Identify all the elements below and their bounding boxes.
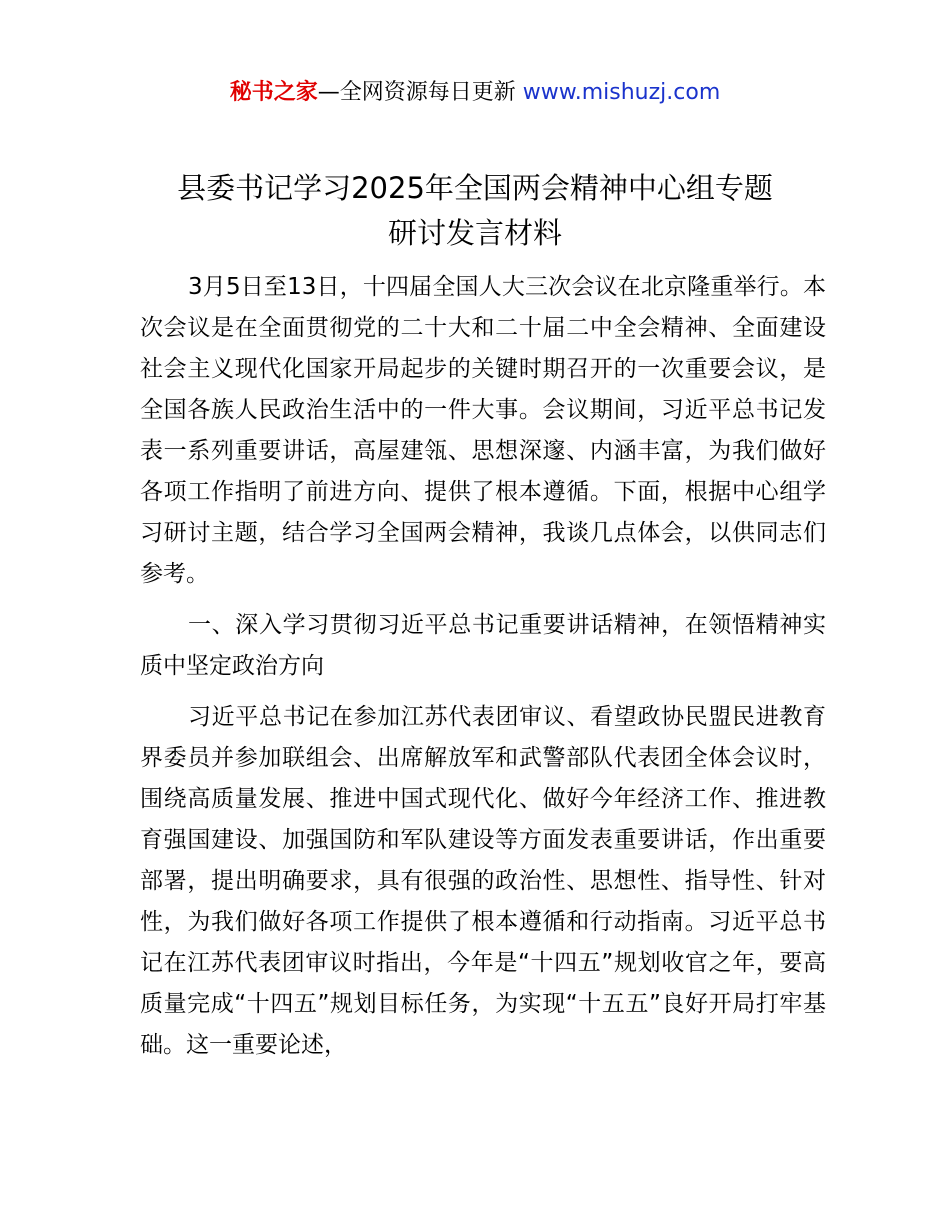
section-heading-1: 一、深入学习贯彻习近平总书记重要讲话精神，在领悟精神实质中坚定政治方向 — [140, 612, 826, 679]
intro-paragraph: 3月5日至13日，十四届全国人大三次会议在北京隆重举行。本次会议是在全面贯彻党的二十大和二十届二中全会精神、全面建设社会主义现代化国家开局起步的关键时期召开的一次重要会议，是全国各族人民政治生活中的一件大事。会议期间，习近平总书记发表一系列重要讲话，高屋建瓴、思想深邃、内涵丰富，为我们做好各项工作指明了前进方向、提供了根本遵循。下面，根据中心组学习研讨主题，结合学习全国两会精神，我谈几点体会，以供同志们参考。 — [140, 274, 826, 587]
document-title — [120, 166, 830, 256]
site-header — [0, 76, 950, 110]
document-title-line-1: 县委书记学习2025年全国两会精神中心组专题 — [177, 171, 773, 205]
document-title-line-2: 研讨发言材料 — [387, 216, 562, 250]
header-slogan: —全网资源每日更新 — [317, 80, 516, 105]
site-url-link[interactable]: www.mishuzj.com — [522, 80, 721, 105]
document-body — [140, 267, 826, 1076]
body-paragraph: 习近平总书记在参加江苏代表团审议、看望政协民盟民进教育界委员并参加联组会、出席解放军和武警部队代表团全体会议时，围绕高质量发展、推进中国式现代化、做好今年经济工作、推进教育强国建设、加强国防和军队建设等方面发表重要讲话，作出重要部署，提出明确要求，具有很强的政治性、思想性、指导性、针对性，为我们做好各项工作提供了根本遵循和行动指南。习近平总书记在江苏代表团审议时指出，今年是“十四五”规划收官之年，要高质量完成“十四五”规划目标任务，为实现“十五五”良好开局打牢基础。这一重要论述， — [140, 704, 826, 1058]
brand-name: 秘书之家 — [229, 80, 318, 105]
